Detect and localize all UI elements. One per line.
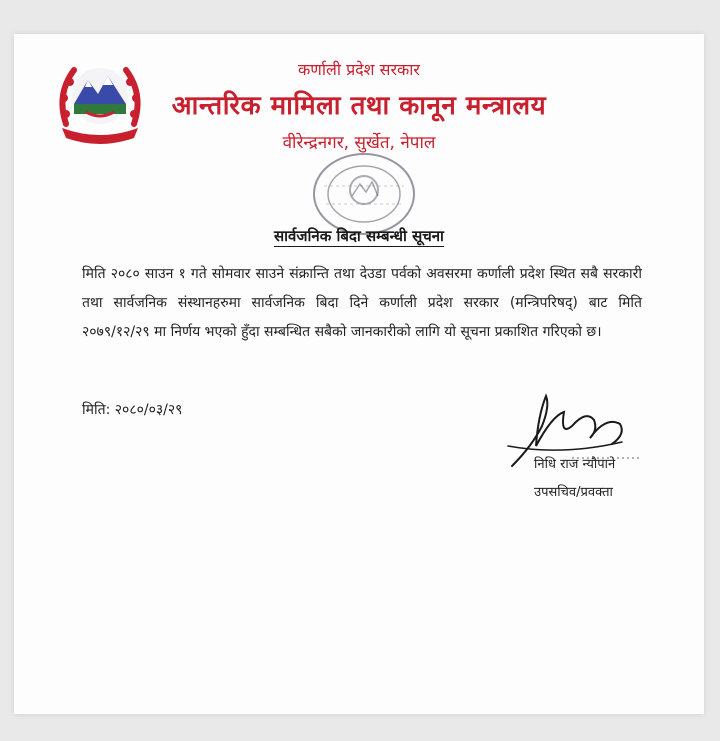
notice-body: मिति २०८० साउन १ गते सोमवार साउने संक्रान्ति तथा देउडा पर्वको अवसरमा कर्णाली प्रदेश स्थित सबै सरकारी तथा सार्वजनिक संस्थानहरुमा सार्वजनिक बिदा दिने कर्णाली प्रदेश सरकार (मन्त्रिपरिषद्) बाट मिति २०७९/१२/२९ मा निर्णय भएको हुँदा सम्बन्धित सबैको जानकारीको लागि यो सूचना प्रकाशित गरिएको छ।: [82, 266, 642, 340]
notice-subject-text: सार्वजनिक बिदा सम्बन्धी सूचना: [274, 227, 444, 245]
signatory-name: निधि राज न्यौपाने: [534, 457, 616, 472]
government-name: कर्णाली प्रदेश सरकार: [298, 60, 420, 79]
notice-page: [14, 34, 704, 714]
notice-subject: [14, 226, 704, 246]
ministry-address: वीरेन्द्रनगर, सुर्खेत, नेपाल: [282, 133, 436, 153]
ministry-name: आन्तरिक मामिला तथा कानून मन्त्रालय: [171, 91, 547, 121]
notice-date: मिति: २०८०/०३/२९: [82, 402, 183, 418]
signatory-title: उपसचिव/प्रवक्ता: [534, 485, 613, 500]
